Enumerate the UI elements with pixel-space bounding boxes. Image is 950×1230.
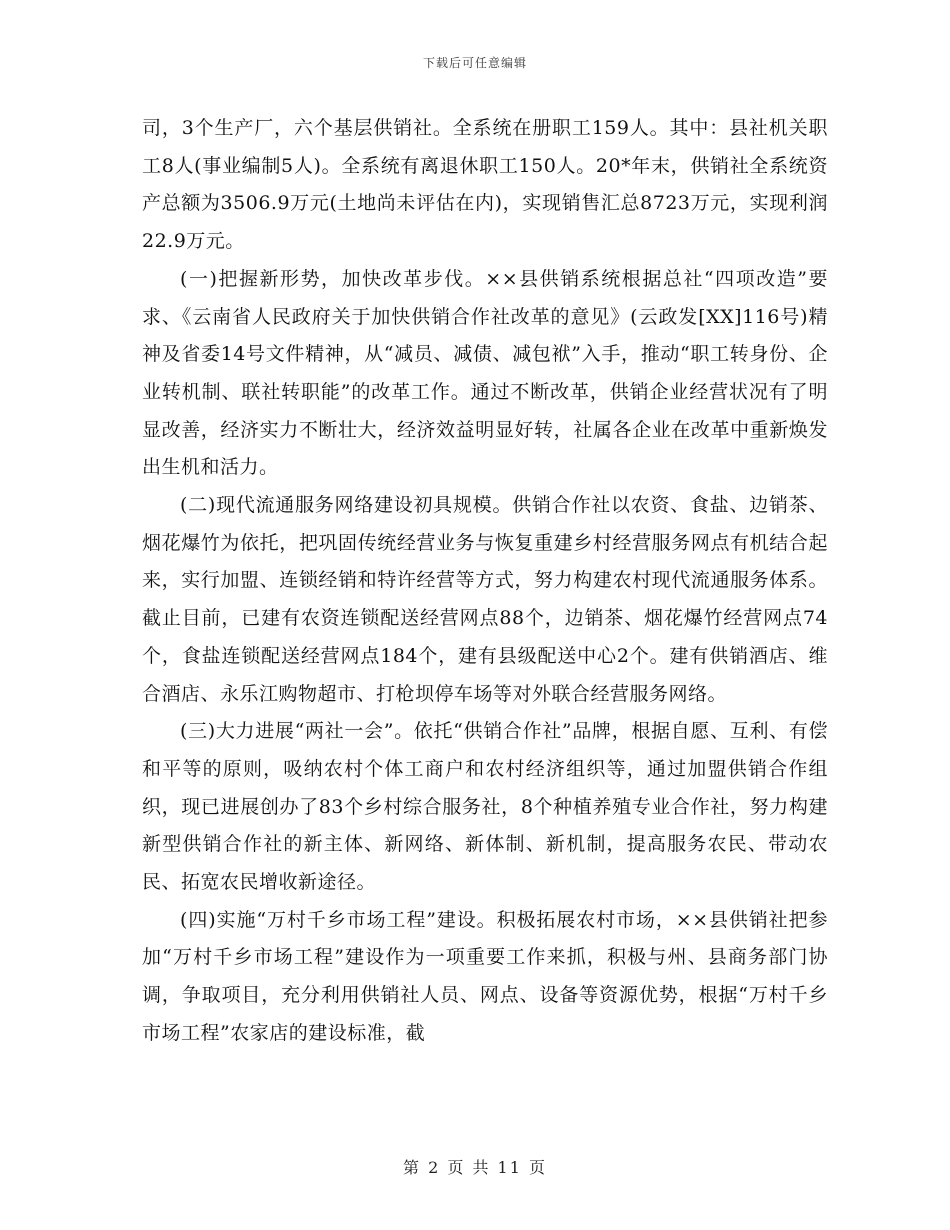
paragraph-continued: 司，3个生产厂，六个基层供销社。全系统在册职工159人。其中：县社机关职工8人(事业编制5人)。全系统有离退休职工150人。20*年末，供销社全系统资产总额为3506.9万元(土地尚未评估在内)，实现销售汇总8723万元，实现利润22.9万元。 bbox=[142, 117, 828, 253]
document-body bbox=[142, 110, 828, 1053]
paragraph-reform: (一)把握新形势，加快改革步伐。××县供销系统根据总社“四项改造”要求、《云南省人民政府关于加快供销合作社改革的意见》(云政发[XX]116号)精神及省委14号文件精神，从“减员、减债、减包袱”入手，推动“职工转身份、企业转机制、联社转职能”的改革工作。通过不断改革，供销企业经营状况有了明显改善，经济实力不断壮大，经济效益明显好转，社属各企业在改革中重新焕发出生机和活力。 bbox=[142, 267, 828, 479]
page-header: 下载后可任意编辑 bbox=[422, 56, 527, 70]
paragraph-network: (二)现代流通服务网络建设初具规模。供销合作社以农资、食盐、边销茶、烟花爆竹为依托，把巩固传统经营业务与恢复重建乡村经营服务网点有机结合起来，实行加盟、连锁经销和特许经营等方式，努力构建农村现代流通服务体系。截止目前，已建有农资连锁配送经营网点88个，边销茶、烟花爆竹经营网点74个，食盐连锁配送经营网点184个，建有县级配送中心2个。建有供销酒店、维合酒店、永乐江购物超市、打枪坝停车场等对外联合经营服务网络。 bbox=[142, 494, 828, 705]
paragraph-two-societies: (三)大力进展“两社一会”。依托“供销合作社”品牌，根据自愿、互利、有偿和平等的原则，吸纳农村个体工商户和农村经济组织等，通过加盟供销合作组织，现已进展创办了83个乡村综合服务社，8个种植养殖专业合作社，努力构建新型供销合作社的新主体、新网络、新体制、新机制，提高服务农民、带动农民、拓宽农民增收新途径。 bbox=[142, 720, 828, 894]
page-footer: 第 2 页 共 11 页 bbox=[403, 1158, 547, 1177]
paragraph-market-project: (四)实施“万村千乡市场工程”建设。积极拓展农村市场，××县供销社把参加“万村千乡市场工程”建设作为一项重要工作来抓，积极与州、县商务部门协调，争取项目，充分利用供销社人员、网点、设备等资源优势，根据“万村千乡市场工程”农家店的建设标准，截 bbox=[142, 908, 828, 1044]
